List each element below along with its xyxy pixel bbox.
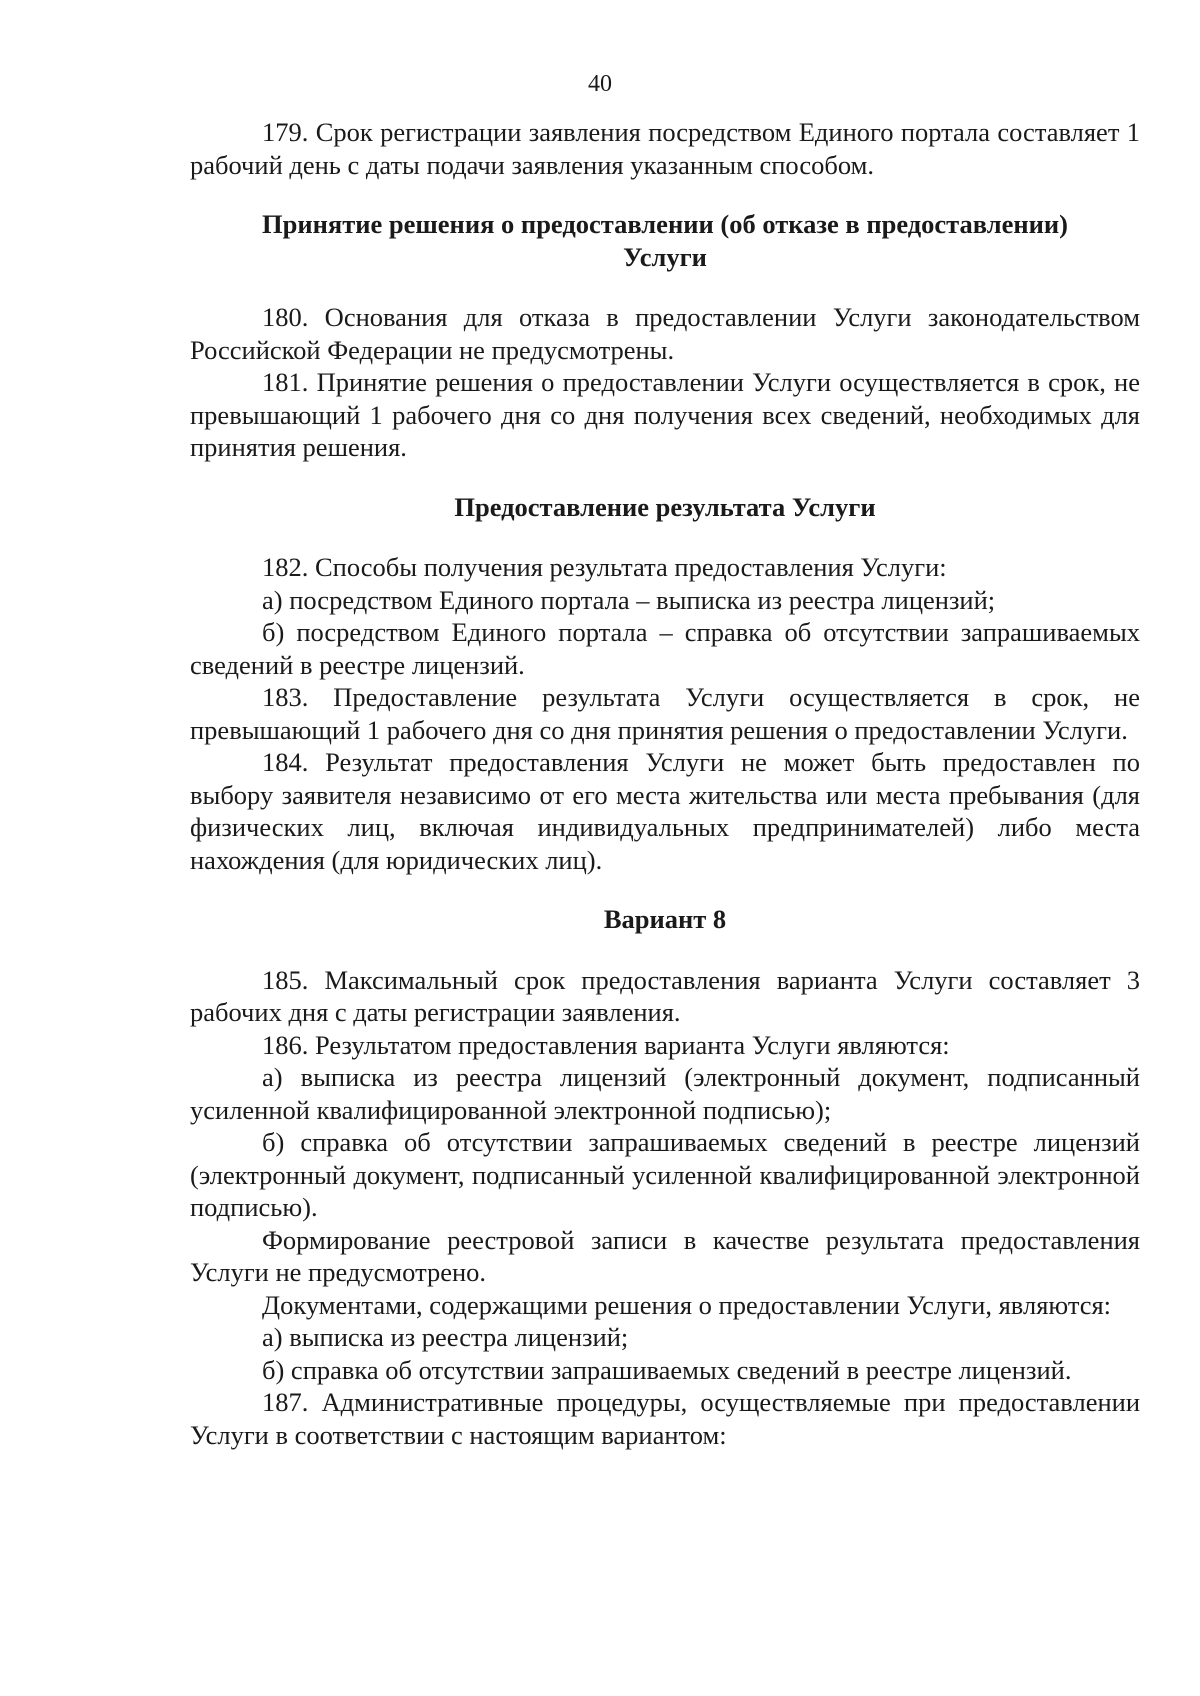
spacer (190, 273, 1140, 301)
paragraph-182: 182. Способы получения результата предоставления Услуги: (262, 552, 947, 582)
paragraph-184: 184. Результат предоставления Услуги не может быть предоставлен по выбору заявителя независимо от его места жительства или места пребывания (для физических лиц, включая индивидуальных предпринимателей) либо места нахождения (для юридических лиц). (190, 747, 1140, 875)
paragraph-183: 183. Предоставление результата Услуги осуществляется в срок, не превышающий 1 рабочего дня со дня принятия решения о предоставлении Услуги. (190, 682, 1140, 745)
paragraph-documents-b: б) справка об отсутствии запрашиваемых сведений в реестре лицензий. (262, 1354, 1072, 1385)
spacer (190, 523, 1140, 551)
paragraph-decision-documents: Документами, содержащими решения о предоставлении Услуги, являются: (262, 1289, 1112, 1320)
spacer (190, 181, 1140, 208)
paragraph-179: 179. Срок регистрации заявления посредством Единого портала составляет 1 рабочий день с даты подачи заявления указанным способом. (190, 117, 1140, 180)
paragraph-186-b: б) справка об отсутствии запрашиваемых сведений в реестре лицензий (электронный документ, подписанный усиленной квалифицированной электронной подписью). (190, 1127, 1140, 1222)
spacer (190, 876, 1140, 903)
paragraph-186: 186. Результатом предоставления варианта Услуги являются: (262, 1029, 950, 1060)
spacer (190, 464, 1140, 491)
section-heading-decision-line2: Услуги (623, 241, 707, 272)
paragraph-182-a: а) посредством Единого портала – выписка из реестра лицензий; (262, 584, 996, 615)
page-number: 40 (588, 71, 612, 97)
paragraph-documents-a: а) выписка из реестра лицензий; (262, 1322, 629, 1352)
paragraph-182-b: б) посредством Единого портала – справка об отсутствии запрашиваемых сведений в реестре лицензий. (190, 617, 1140, 680)
paragraph-185: 185. Максимальный срок предоставления варианта Услуги составляет 3 рабочих дня с даты регистрации заявления. (190, 964, 1140, 1027)
document-body (190, 116, 1140, 1451)
paragraph-187: 187. Административные процедуры, осуществляемые при предоставлении Услуги в соответствии с настоящим вариантом: (190, 1387, 1140, 1450)
section-heading-result: Предоставление результата Услуги (454, 491, 876, 522)
paragraph-180: 180. Основания для отказа в предоставлении Услуги законодательством Российской Федерации не предусмотрены. (190, 302, 1140, 365)
spacer (190, 936, 1140, 964)
section-heading-decision (190, 208, 1140, 273)
section-heading-variant-8: Вариант 8 (603, 904, 727, 934)
paragraph-181: 181. Принятие решения о предоставлении Услуги осуществляется в срок, не превышающий 1 рабочего дня со дня получения всех сведений, необходимых для принятия решения. (190, 367, 1140, 462)
section-heading-decision-line1: Принятие решения о предоставлении (об отказе в предоставлении) (262, 209, 1068, 239)
paragraph-registry-record: Формирование реестровой записи в качестве результата предоставления Услуги не предусмотрено. (190, 1224, 1140, 1287)
paragraph-186-a: а) выписка из реестра лицензий (электронный документ, подписанный усиленной квалифицированной электронной подписью); (190, 1062, 1140, 1125)
